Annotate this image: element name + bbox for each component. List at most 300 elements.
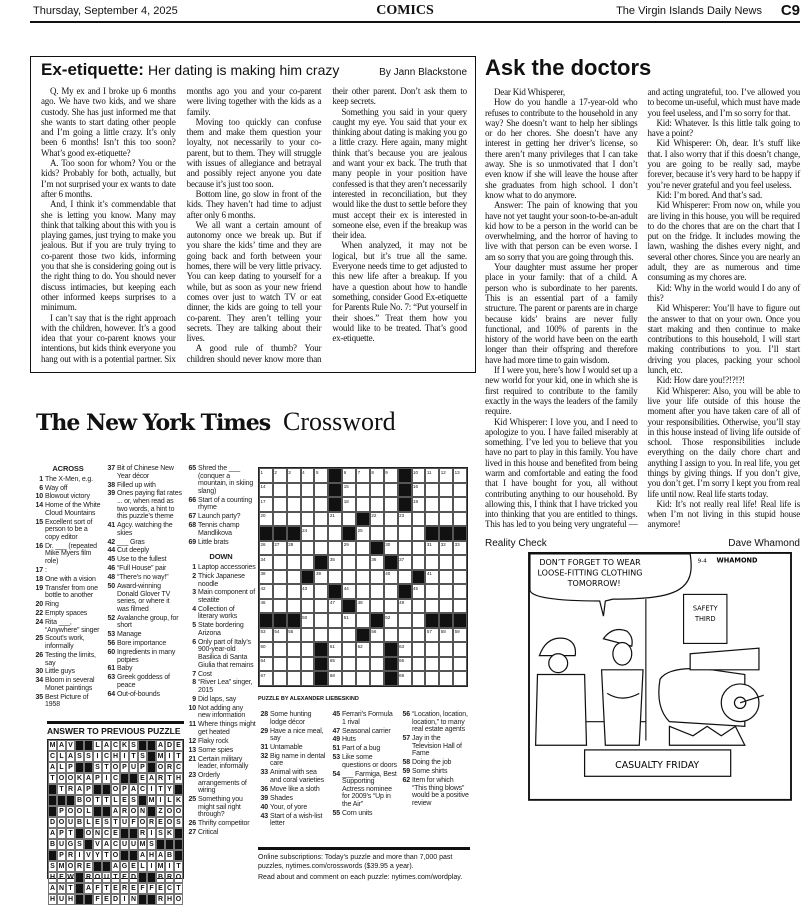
down-clue[interactable] (258, 744, 328, 752)
across-clue[interactable] (33, 652, 103, 667)
down-clue[interactable] (186, 606, 256, 621)
grid-cell[interactable] (342, 570, 356, 585)
grid-cell[interactable]: 40 (384, 570, 398, 585)
grid-cell[interactable] (314, 526, 328, 541)
grid-cell[interactable] (439, 642, 453, 657)
grid-cell[interactable]: 41 (425, 570, 439, 585)
grid-cell[interactable]: 52 (384, 613, 398, 628)
down-clue[interactable] (330, 711, 398, 726)
answer-cell: T (66, 828, 75, 839)
grid-cell[interactable] (287, 570, 301, 585)
grid-cell[interactable] (356, 483, 370, 498)
answer-cell: L (84, 817, 93, 828)
grid-cell[interactable] (398, 541, 412, 556)
grid-cell[interactable] (301, 628, 315, 643)
across-clue[interactable] (105, 539, 182, 547)
across-clue[interactable] (33, 576, 103, 584)
grid-cell[interactable] (314, 497, 328, 512)
grid-cell[interactable] (439, 671, 453, 686)
grid-cell[interactable] (439, 570, 453, 585)
across-clue[interactable] (105, 674, 182, 689)
grid-cell[interactable] (425, 642, 439, 657)
grid-cell[interactable]: 51 (342, 613, 356, 628)
grid-cell[interactable] (314, 613, 328, 628)
grid-cell[interactable] (412, 613, 426, 628)
grid-cell[interactable] (425, 657, 439, 672)
across-clue[interactable] (33, 567, 103, 575)
grid-cell[interactable]: 50 (301, 613, 315, 628)
grid-cell[interactable] (356, 497, 370, 512)
grid-cell[interactable] (273, 570, 287, 585)
down-clue[interactable] (330, 771, 398, 809)
across-clue[interactable] (105, 640, 182, 648)
grid-cell[interactable]: 49 (398, 599, 412, 614)
grid-cell[interactable] (453, 671, 467, 686)
grid-cell[interactable] (273, 599, 287, 614)
grid-cell[interactable] (273, 642, 287, 657)
grid-cell[interactable]: 6 (342, 468, 356, 483)
grid-cell[interactable] (370, 671, 384, 686)
grid-cell[interactable]: 16 (412, 483, 426, 498)
grid-cell[interactable] (287, 497, 301, 512)
grid-cell[interactable] (314, 541, 328, 556)
down-clue[interactable] (258, 804, 328, 812)
down-clue[interactable] (186, 772, 256, 795)
grid-cell[interactable]: 33 (453, 541, 467, 556)
grid-cell[interactable]: 2 (273, 468, 287, 483)
grid-cell[interactable] (384, 512, 398, 527)
grid-cell[interactable] (412, 541, 426, 556)
grid-cell[interactable]: 47 (328, 599, 342, 614)
grid-cell[interactable] (273, 584, 287, 599)
grid-cell[interactable]: 17 (259, 497, 273, 512)
grid-cell[interactable] (412, 512, 426, 527)
grid-cell[interactable] (439, 497, 453, 512)
grid-cell[interactable] (453, 483, 467, 498)
down-clue[interactable] (258, 795, 328, 803)
grid-cell[interactable] (439, 599, 453, 614)
grid-cell[interactable] (453, 642, 467, 657)
grid-cell[interactable]: 44 (342, 584, 356, 599)
grid-cell[interactable]: 57 (425, 628, 439, 643)
grid-cell[interactable]: 48 (356, 599, 370, 614)
down-clue[interactable] (186, 738, 256, 746)
down-clue[interactable] (186, 573, 256, 588)
clue-number: 27 (188, 829, 196, 837)
grid-cell[interactable] (398, 628, 412, 643)
across-clue[interactable] (186, 522, 256, 537)
across-clue[interactable] (105, 631, 182, 639)
grid-cell[interactable] (453, 584, 467, 599)
down-clue[interactable] (400, 768, 470, 776)
down-clue[interactable] (186, 622, 256, 637)
grid-cell[interactable] (384, 497, 398, 512)
grid-cell[interactable] (328, 526, 342, 541)
down-clue[interactable] (330, 810, 398, 818)
grid-cell[interactable] (287, 483, 301, 498)
grid-cell[interactable] (439, 483, 453, 498)
grid-cell[interactable] (287, 599, 301, 614)
grid-cell[interactable] (439, 657, 453, 672)
grid-cell[interactable]: 38 (259, 570, 273, 585)
grid-cell[interactable] (356, 657, 370, 672)
down-clue[interactable] (186, 721, 256, 736)
crossword-section (0, 403, 480, 904)
comic-artist: Dave Whamond (728, 537, 800, 549)
grid-cell[interactable] (273, 671, 287, 686)
grid-cell[interactable] (412, 657, 426, 672)
grid-cell[interactable] (356, 570, 370, 585)
answer-cell: A (85, 885, 92, 893)
grid-cell[interactable] (301, 512, 315, 527)
across-clue[interactable] (105, 615, 182, 630)
grid-cell[interactable] (314, 584, 328, 599)
grid-cell[interactable] (453, 497, 467, 512)
grid-cell[interactable] (384, 599, 398, 614)
grid-cell[interactable] (287, 642, 301, 657)
grid-cell[interactable]: 8 (370, 468, 384, 483)
black-square (84, 839, 93, 850)
grid-cell[interactable] (425, 584, 439, 599)
grid-cell[interactable] (301, 671, 315, 686)
answer-cell: E (120, 872, 129, 883)
grid-cell[interactable] (273, 512, 287, 527)
grid-cell[interactable]: 32 (439, 541, 453, 556)
grid-cell[interactable]: 15 (342, 483, 356, 498)
left-column (0, 56, 480, 904)
grid-cell[interactable] (370, 599, 384, 614)
grid-cell[interactable] (328, 613, 342, 628)
grid-cell[interactable]: 22 (370, 512, 384, 527)
down-clue[interactable] (186, 829, 256, 837)
grid-cell[interactable]: 5 (314, 468, 328, 483)
grid-cell[interactable]: 11 (425, 468, 439, 483)
answer-cell: R (148, 819, 155, 827)
answer-cell: N (94, 830, 101, 838)
sign-text: SAFETY (692, 604, 718, 613)
sign-text: THIRD (694, 614, 716, 623)
grid-cell[interactable] (356, 541, 370, 556)
down-clue[interactable] (400, 759, 470, 767)
down-clue[interactable] (258, 728, 328, 743)
grid-cell[interactable]: 12 (439, 468, 453, 483)
down-clue[interactable] (330, 754, 398, 769)
grid-cell[interactable] (453, 512, 467, 527)
down-clue[interactable] (186, 696, 256, 704)
across-clue[interactable] (33, 601, 103, 609)
across-clue[interactable] (186, 513, 256, 521)
clue-column (33, 465, 103, 710)
answer-cell: B (157, 874, 164, 882)
grid-cell[interactable]: 61 (328, 642, 342, 657)
clue-number: 39 (107, 490, 115, 498)
black-square (93, 784, 102, 795)
black-square (129, 773, 138, 784)
grid-cell[interactable] (314, 483, 328, 498)
across-clue[interactable] (105, 565, 182, 573)
grid-cell[interactable] (370, 526, 384, 541)
answer-cell: H (49, 874, 56, 882)
grid-cell[interactable]: 69 (398, 671, 412, 686)
down-clue[interactable] (186, 796, 256, 819)
grid-cell[interactable]: 54 (273, 628, 287, 643)
across-clue[interactable] (186, 497, 256, 512)
answer-cell: A (76, 786, 83, 794)
grid-cell[interactable]: 36 (370, 555, 384, 570)
grid-cell[interactable] (398, 526, 412, 541)
grid-cell[interactable]: 14 (259, 483, 273, 498)
grid-cell[interactable]: 68 (328, 671, 342, 686)
grid-cell[interactable]: 46 (259, 599, 273, 614)
grid-cell[interactable] (453, 657, 467, 672)
down-clue[interactable] (258, 711, 328, 726)
down-clue[interactable] (258, 769, 328, 784)
down-clue[interactable] (186, 820, 256, 828)
grid-cell[interactable] (425, 497, 439, 512)
grid-cell[interactable]: 62 (356, 642, 370, 657)
grid-cell[interactable] (301, 642, 315, 657)
grid-cell[interactable] (439, 584, 453, 599)
across-clue[interactable] (105, 522, 182, 537)
across-clue[interactable] (33, 619, 103, 634)
grid-cell[interactable] (370, 497, 384, 512)
grid-cell[interactable] (301, 541, 315, 556)
grid-cell[interactable]: 34 (259, 555, 273, 570)
grid-cell[interactable]: 55 (287, 628, 301, 643)
grid-cell[interactable] (273, 483, 287, 498)
black-square (102, 784, 111, 795)
grid-cell[interactable] (453, 555, 467, 570)
grid-cell[interactable] (301, 657, 315, 672)
grid-cell[interactable] (356, 555, 370, 570)
grid-cell[interactable] (425, 671, 439, 686)
across-clue[interactable] (105, 691, 182, 699)
grid-cell[interactable]: 21 (328, 512, 342, 527)
grid-cell[interactable] (342, 555, 356, 570)
grid-cell[interactable] (425, 555, 439, 570)
across-clue[interactable] (105, 665, 182, 673)
grid-cell[interactable]: 67 (259, 671, 273, 686)
grid-cell[interactable]: 29 (342, 541, 356, 556)
across-clue[interactable] (105, 465, 182, 480)
grid-cell[interactable] (425, 599, 439, 614)
grid-cell[interactable] (370, 483, 384, 498)
grid-cell[interactable] (384, 526, 398, 541)
clue-text: Use to the fullest (117, 556, 167, 564)
across-clue[interactable] (105, 482, 182, 490)
down-clue[interactable] (400, 777, 470, 807)
across-clue[interactable] (33, 493, 103, 501)
grid-cell[interactable]: 9 (384, 468, 398, 483)
grid-cell[interactable] (370, 584, 384, 599)
grid-cell[interactable] (370, 657, 384, 672)
grid-cell[interactable] (356, 584, 370, 599)
across-clue[interactable] (33, 610, 103, 618)
grid-cell[interactable]: 60 (259, 642, 273, 657)
across-clue[interactable] (33, 585, 103, 600)
grid-cell[interactable]: 28 (287, 541, 301, 556)
grid-cell[interactable]: 58 (439, 628, 453, 643)
across-clue[interactable] (105, 556, 182, 564)
grid-cell[interactable]: 56 (370, 628, 384, 643)
down-clue[interactable] (400, 711, 470, 734)
grid-cell[interactable] (398, 570, 412, 585)
grid-cell[interactable] (328, 541, 342, 556)
across-clue[interactable] (186, 465, 256, 495)
grid-cell[interactable] (287, 657, 301, 672)
across-clue[interactable] (33, 677, 103, 692)
grid-cell[interactable]: 20 (259, 512, 273, 527)
across-clue[interactable] (33, 694, 103, 709)
clue-text: Seasonal carrier (342, 727, 391, 735)
down-clue[interactable] (186, 589, 256, 604)
grid-cell[interactable] (439, 555, 453, 570)
grid-cell[interactable] (314, 599, 328, 614)
across-clue[interactable] (186, 539, 256, 547)
grid-cell[interactable]: 27 (273, 541, 287, 556)
grid-cell[interactable] (370, 570, 384, 585)
grid-cell[interactable]: 35 (328, 555, 342, 570)
grid-cell[interactable]: 59 (453, 628, 467, 643)
down-clue[interactable] (186, 639, 256, 669)
across-clue[interactable] (33, 502, 103, 517)
grid-cell[interactable]: 31 (425, 541, 439, 556)
grid-cell[interactable] (384, 483, 398, 498)
grid-cell[interactable] (287, 671, 301, 686)
across-clue[interactable] (105, 490, 182, 520)
grid-cell[interactable]: 37 (398, 555, 412, 570)
grid-cell[interactable] (342, 642, 356, 657)
grid-cell[interactable] (342, 671, 356, 686)
grid-cell[interactable]: 10 (412, 468, 426, 483)
grid-cell[interactable] (453, 599, 467, 614)
down-clue[interactable] (258, 753, 328, 768)
grid-cell[interactable] (356, 671, 370, 686)
grid-cell[interactable] (314, 512, 328, 527)
grid-cell[interactable] (301, 599, 315, 614)
grid-cell[interactable] (273, 497, 287, 512)
grid-cell[interactable] (301, 555, 315, 570)
grid-cell[interactable] (287, 584, 301, 599)
grid-cell[interactable] (328, 570, 342, 585)
grid-cell[interactable]: 18 (342, 497, 356, 512)
grid-cell[interactable]: 25 (356, 526, 370, 541)
grid-cell[interactable] (439, 512, 453, 527)
grid-cell[interactable]: 3 (287, 468, 301, 483)
down-clue[interactable] (258, 786, 328, 794)
grid-cell[interactable] (412, 671, 426, 686)
across-clue[interactable] (33, 668, 103, 676)
grid-cell[interactable] (384, 584, 398, 599)
grid-cell[interactable] (370, 642, 384, 657)
grid-cell[interactable]: 63 (398, 642, 412, 657)
down-clue[interactable] (330, 728, 398, 736)
black-square (165, 839, 174, 850)
down-clue[interactable] (186, 747, 256, 755)
answer-cell: O (58, 819, 65, 827)
grid-cell[interactable]: 19 (412, 497, 426, 512)
down-clue[interactable] (186, 671, 256, 679)
across-clue[interactable] (33, 635, 103, 650)
grid-cell[interactable]: 23 (398, 512, 412, 527)
grid-cell[interactable] (301, 497, 315, 512)
across-clue[interactable] (33, 543, 103, 566)
down-clue[interactable] (330, 745, 398, 753)
across-clue[interactable] (33, 519, 103, 542)
grid-cell[interactable]: 43 (301, 584, 315, 599)
grid-cell[interactable]: 4 (301, 468, 315, 483)
across-clue[interactable] (33, 485, 103, 493)
black-square (453, 526, 467, 541)
grid-cell[interactable] (342, 628, 356, 643)
down-clue[interactable] (186, 564, 256, 572)
grid-cell[interactable] (356, 613, 370, 628)
grid-cell[interactable] (425, 512, 439, 527)
grid-cell[interactable] (412, 555, 426, 570)
grid-cell[interactable] (453, 570, 467, 585)
clue-text: Scout’s work, informally (45, 635, 85, 651)
across-clue[interactable] (33, 476, 103, 484)
down-clue[interactable] (186, 679, 256, 694)
grid-cell[interactable] (301, 483, 315, 498)
grid-cell[interactable]: 64 (259, 657, 273, 672)
grid-cell[interactable]: 45 (412, 584, 426, 599)
grid-cell[interactable]: 26 (259, 541, 273, 556)
down-clue[interactable] (400, 735, 470, 758)
grid-cell[interactable]: 53 (259, 628, 273, 643)
grid-cell[interactable]: 39 (314, 570, 328, 585)
grid-cell[interactable] (287, 512, 301, 527)
grid-cell[interactable] (328, 628, 342, 643)
across-clue[interactable] (105, 547, 182, 555)
grid-cell[interactable]: 24 (301, 526, 315, 541)
crossword-grid[interactable] (258, 467, 468, 687)
article-headline (41, 60, 339, 80)
grid-cell[interactable] (412, 642, 426, 657)
grid-cell[interactable] (412, 599, 426, 614)
grid-cell[interactable]: 42 (259, 584, 273, 599)
article-body (485, 87, 800, 530)
grid-cell[interactable] (342, 657, 356, 672)
grid-cell[interactable] (398, 613, 412, 628)
down-clue[interactable] (258, 813, 328, 828)
grid-cell[interactable] (412, 628, 426, 643)
down-clue[interactable] (186, 705, 256, 720)
grid-cell[interactable]: 65 (328, 657, 342, 672)
grid-cell[interactable]: 66 (398, 657, 412, 672)
grid-cell[interactable]: 13 (453, 468, 467, 483)
grid-cell[interactable] (273, 555, 287, 570)
grid-cell[interactable] (342, 512, 356, 527)
across-clue[interactable] (105, 574, 182, 582)
answer-cell: R (121, 808, 128, 816)
grid-cell[interactable] (412, 526, 426, 541)
grid-cell[interactable] (425, 483, 439, 498)
across-clue[interactable] (105, 649, 182, 664)
across-clue[interactable] (105, 583, 182, 613)
grid-cell[interactable]: 30 (384, 541, 398, 556)
black-square (287, 526, 301, 541)
answer-cell: P (84, 784, 93, 795)
grid-cell[interactable]: 1 (259, 468, 273, 483)
down-clue[interactable] (330, 736, 398, 744)
grid-cell[interactable] (287, 555, 301, 570)
grid-cell[interactable] (273, 657, 287, 672)
grid-cell[interactable]: 7 (356, 468, 370, 483)
grid-cell[interactable] (384, 628, 398, 643)
down-clue[interactable] (186, 756, 256, 771)
grid-cell[interactable] (314, 628, 328, 643)
